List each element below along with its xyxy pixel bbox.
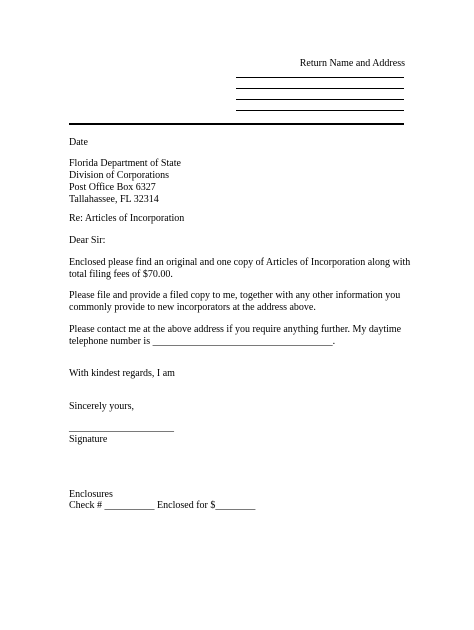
recipient-line: Tallahassee, FL 32314 bbox=[69, 194, 159, 205]
return-address-line-2 bbox=[236, 88, 404, 89]
enclosures-label: Enclosures bbox=[69, 489, 113, 500]
return-address-label: Return Name and Address bbox=[299, 58, 405, 69]
recipient-address bbox=[69, 158, 414, 206]
paragraph-file bbox=[69, 290, 414, 314]
header-divider bbox=[69, 123, 404, 125]
closing-regards: With kindest regards, I am bbox=[69, 368, 175, 379]
date-label: Date bbox=[69, 137, 88, 148]
recipient-line: Post Office Box 6327 bbox=[69, 182, 156, 193]
recipient-line: Florida Department of State bbox=[69, 158, 181, 169]
check-line: Check # __________ Enclosed for $________ bbox=[69, 500, 256, 511]
signature-label: Signature bbox=[69, 434, 108, 445]
return-address-line-4 bbox=[236, 110, 404, 111]
return-address-line-1 bbox=[236, 77, 404, 78]
paragraph-contact bbox=[69, 324, 414, 348]
recipient-line: Division of Corporations bbox=[69, 170, 169, 181]
return-address-line-3 bbox=[236, 99, 404, 100]
paragraph-line: Enclosed please find an original and one copy of Articles of Incorporation along with bbox=[69, 257, 411, 268]
paragraph-line: total filing fees of $70.00. bbox=[69, 269, 173, 280]
closing-sincerely: Sincerely yours, bbox=[69, 401, 134, 412]
subject-line: Re: Articles of Incorporation bbox=[69, 213, 185, 224]
paragraph-enclosed bbox=[69, 257, 414, 281]
salutation: Dear Sir: bbox=[69, 235, 106, 246]
paragraph-line: telephone number is ____________________________________. bbox=[69, 336, 336, 347]
paragraph-line: Please file and provide a filed copy to me, together with any other information you bbox=[69, 290, 401, 301]
paragraph-line: commonly provide to new incorporators at the address above. bbox=[69, 302, 316, 313]
paragraph-line: Please contact me at the above address if you require anything further. My daytime bbox=[69, 324, 402, 335]
signature-line: _____________________ bbox=[69, 422, 174, 433]
